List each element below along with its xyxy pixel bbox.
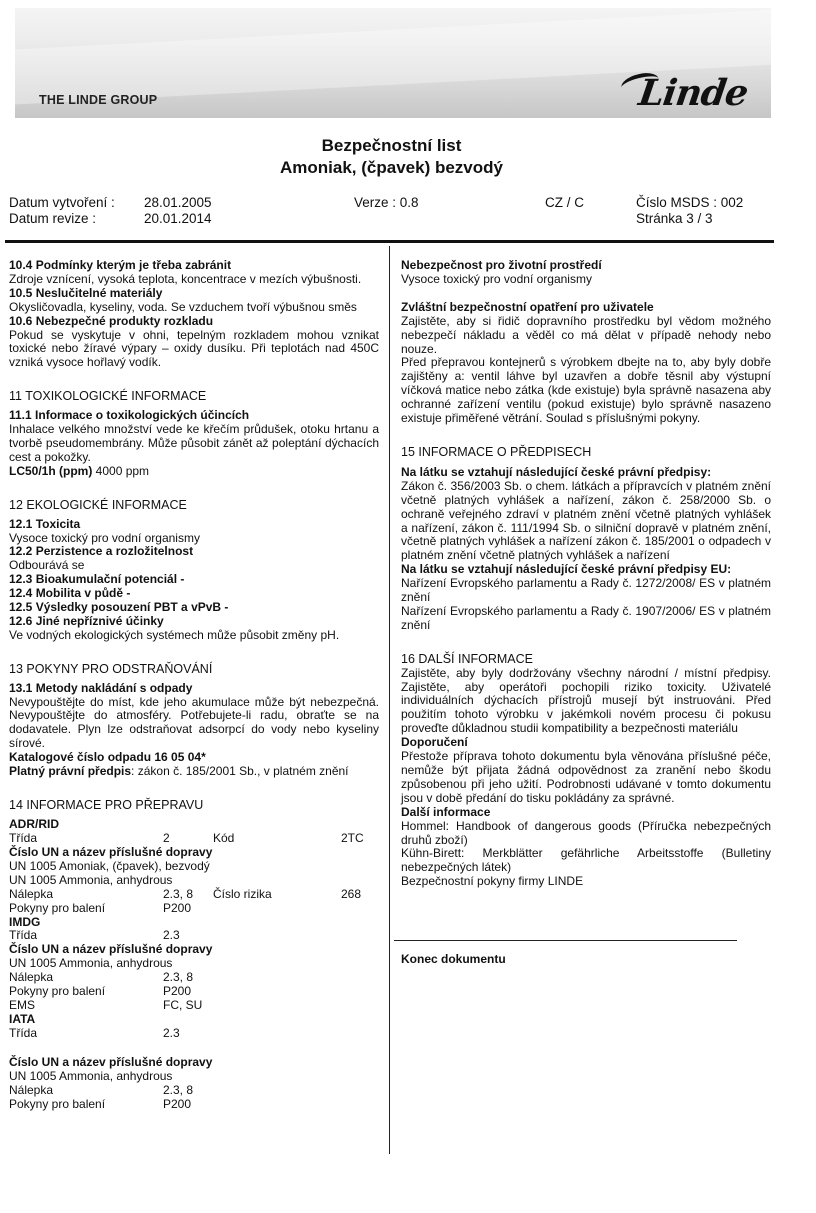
paragraph: Zdroje vznícení, vysoká teplota, koncentrace v mezích výbušnosti.: [9, 271, 362, 286]
country-code: CZ / C: [545, 195, 584, 210]
table-row: [9, 971, 379, 985]
paragraph: Nařízení Evropského parlamentu a Rady č. 1272/2008/ ES v platném znění: [401, 576, 771, 605]
section-heading: Doporučení: [401, 735, 468, 750]
table-row: [9, 1027, 379, 1041]
packing-value: P200: [163, 1096, 192, 1111]
table-row: [9, 999, 379, 1013]
code-label: Kód: [213, 830, 235, 845]
un-name: UN 1005 Ammonia, anhydrous: [9, 956, 173, 971]
paragraph: Zajistěte, aby byly dodržovány všechny národní / místní předpisy. Zajistěte, aby operátoři pochopili riziko toxicity. Uživatelé individuálních dýchacích přístrojů musejí být instruováni. Před použitím tohoto výrobku v jakémkoli novém procesu či pokusu proveďte důkladnou studii kompatibility a bezpečnosti materiálu: [401, 665, 771, 736]
paragraph: Zajistěte, aby si řidič dopravního prostředku byl vědom možného nebezpečí nákladu a věděl co má dělat v případě nehody nebo nouze.: [401, 313, 771, 356]
section-heading: 12.3 Bioakumulační potenciál -: [9, 572, 185, 587]
revised-value: 20.01.2014: [144, 211, 212, 226]
lc50-line: [9, 465, 379, 479]
paragraph: Vysoce toxický pro vodní organismy: [401, 271, 592, 286]
label-value: 2.3, 8: [163, 970, 194, 985]
section-heading: 12.4 Mobilita v půdě -: [9, 586, 131, 601]
ems-value: FC, SU: [163, 998, 203, 1013]
column-divider: [389, 246, 390, 1154]
packing-value: P200: [163, 984, 192, 999]
paragraph: Ve vodných ekologických systémech může působit změny pH.: [9, 627, 340, 642]
header-banner: [15, 8, 771, 118]
law-line: [9, 765, 379, 779]
class-label: Třída: [9, 1026, 38, 1041]
paragraph: Nevypouštějte do míst, kde jeho akumulace může být nebezpečná. Nevypouštějte do atmosféry. Potřebujete-li radu, obraťte se na dodavatele. Plyn lze odstraňovat adsorpcí do vody nebo kyseliny sírové.: [9, 694, 379, 751]
label-label: Nálepka: [9, 1082, 54, 1097]
revised-label: Datum revize :: [9, 211, 97, 226]
code-value: 2TC: [341, 830, 364, 845]
packing-label: Pokyny pro balení: [9, 1096, 106, 1111]
paragraph: Zákon č. 356/2003 Sb. o chem. látkách a přípravcích v platném znění včetně platných vyhlášek a nařízení, zákon č. 258/2000 Sb. o ochraně veřejného zdraví v platném znění včetně platných vyhlášek a nařízení, zákon č. 111/1994 Sb. o silniční dopravě v platném znění, včetně platných vyhlášek a nařízení zákon č. 185/2001 o odpadech v platném znění včetně platných vyhlášek a nařízení: [401, 478, 771, 563]
chapter-heading: 11 TOXIKOLOGICKÉ INFORMACE: [9, 389, 207, 404]
ems-label: EMS: [9, 998, 36, 1013]
label-label: Nálepka: [9, 886, 54, 901]
paragraph: Kühn-Birett: Merkblätter gefährliche Arbeitsstoffe (Bulletiny nebezpečných látek): [401, 846, 771, 875]
paragraph: Inhalace velkého množství vede ke křečím průdušek, otoku hrtanu a tvorbě pseudomembrány. Může působit zánět až poleptání dýchacích cest a pokožky.: [9, 422, 379, 464]
table-row: [9, 1084, 379, 1098]
created-label: Datum vytvoření :: [9, 195, 115, 210]
risk-value: 268: [341, 886, 362, 901]
label-label: Nálepka: [9, 970, 54, 985]
section-heading: 11.1 Informace o toxikologických účincích: [9, 408, 250, 423]
right-column: [401, 259, 771, 889]
section-heading: Zvláštní bezpečnostní opatření pro uživatele: [401, 299, 654, 314]
paragraph: Nařízení Evropského parlamentu a Rady č. 1907/2006/ ES v platném znění: [401, 603, 771, 632]
lc50-label: LC50/1h (ppm): [9, 463, 93, 478]
paragraph: Vysoce toxický pro vodní organismy: [9, 530, 200, 545]
paragraph: Hommel: Handbook of dangerous goods (Příručka nebezpečných druhů zboží): [401, 818, 771, 847]
product-name: Amoniak, (čpavek) bezvodý: [280, 158, 503, 177]
page-number: Stránka 3 / 3: [636, 211, 713, 226]
chapter-heading: 16 DALŠÍ INFORMACE: [401, 651, 533, 666]
section-heading: 12.2 Perzistence a rozložitelnost: [9, 544, 194, 559]
law-value: : zákon č. 185/2001 Sb., v platném znění: [131, 764, 349, 779]
company-name: THE LINDE GROUP: [39, 93, 158, 107]
transport-mode: IATA: [9, 1012, 36, 1027]
end-rule: [394, 940, 737, 941]
class-value: 2.3: [163, 1026, 180, 1041]
section-heading: Další informace: [401, 804, 491, 819]
table-row: [9, 1098, 379, 1112]
section-heading: 10.4 Podmínky kterým je třeba zabránit: [9, 258, 232, 272]
chapter-heading: 14 INFORMACE PRO PŘEPRAVU: [9, 798, 204, 812]
law-label: Platný právní předpis: [9, 764, 132, 779]
table-row: [9, 985, 379, 999]
paragraph: Okysličovadla, kyseliny, voda. Se vzduchem tvoří výbušnou směs: [9, 299, 357, 314]
un-heading: Číslo UN a název příslušné dopravy: [9, 1055, 213, 1070]
label-value: 2.3, 8: [163, 1082, 194, 1097]
chapter-heading: 15 INFORMACE O PŘEDPISECH: [401, 444, 592, 459]
section-heading: Na látku se vztahují následující české právní předpisy EU:: [401, 562, 732, 577]
document-title: Bezpečnostní list: [321, 136, 462, 155]
section-heading: 12.5 Výsledky posouzení PBT a vPvB -: [9, 600, 229, 615]
chapter-heading: 12 EKOLOGICKÉ INFORMACE: [9, 497, 187, 512]
paragraph: Pokud se vyskytuje v ohni, tepelným rozkladem mohou vznikat toxické nebo žíravé výpary – oxidy dusíku. Při teplotách nad 450C vzniká vysoce hořlavý vodík.: [9, 327, 379, 370]
section-heading: 10.6 Nebezpečné produkty rozkladu: [9, 313, 214, 328]
paragraph: Bezpečnostní pokyny firmy LINDE: [401, 874, 584, 889]
class-label: Třída: [9, 928, 38, 943]
paragraph: Před přepravou kontejnerů s výrobkem dbejte na to, aby byly dobře zajištěny a: ventil láhve byl uzavřen a dobře těsnil aby výstupní víčková matice nebo zátka (kde existuje) byla správně nasazena aby ochranné zařízení ventilu (pokud existuje) bylo správně nasazeno existuje přiměřené větrání. Soulad s příslušnými pokyny.: [401, 355, 771, 426]
version: Verze : 0.8: [354, 195, 419, 210]
section-heading: 10.5 Neslučitelné materiály: [9, 285, 163, 300]
paragraph: Přestože příprava tohoto dokumentu byla věnována příslušné péče, nemůže být přijata žádná odpovědnost za zranění nebo škodu způsobenou při jeho užití. Podrobnosti udávané v tomto dokumentu jsou v době předání do tisku pokládány za správné.: [401, 749, 771, 805]
left-column: [9, 259, 379, 1112]
un-name: UN 1005 Amoniak, (čpavek), bezvodý: [9, 858, 210, 873]
transport-mode: IMDG: [9, 914, 41, 929]
un-heading: Číslo UN a název příslušné dopravy: [9, 942, 213, 957]
section-heading: 13.1 Metody nakládání s odpady: [9, 680, 193, 695]
class-value: 2.3: [163, 928, 180, 943]
transport-mode: ADR/RID: [9, 816, 59, 831]
waste-code: Katalogové číslo odpadu 16 05 04*: [9, 750, 206, 765]
paragraph: Odbourává se: [9, 558, 85, 573]
section-heading: Nebezpečnost pro životní prostředí: [401, 258, 602, 272]
class-value: 2: [163, 830, 170, 845]
un-name: UN 1005 Ammonia, anhydrous: [9, 872, 173, 887]
section-heading: 12.1 Toxicita: [9, 516, 81, 531]
label-value: 2.3, 8: [163, 886, 194, 901]
packing-label: Pokyny pro balení: [9, 984, 106, 999]
packing-label: Pokyny pro balení: [9, 900, 106, 915]
created-value: 28.01.2005: [144, 195, 212, 210]
header-rule: [5, 240, 774, 243]
table-row: [9, 929, 379, 943]
table-row: [9, 888, 379, 902]
un-heading: Číslo UN a název příslušné dopravy: [9, 844, 213, 859]
chapter-heading: 13 POKYNY PRO ODSTRAŇOVÁNÍ: [9, 661, 213, 676]
table-row: [9, 902, 379, 916]
risk-label: Číslo rizika: [213, 886, 272, 901]
section-heading: 12.6 Jiné nepříznivé účinky: [9, 613, 164, 628]
packing-value: P200: [163, 900, 192, 915]
linde-logo: Linde: [635, 72, 750, 114]
un-name: UN 1005 Ammonia, anhydrous: [9, 1069, 173, 1084]
msds-number: Číslo MSDS : 002: [636, 195, 744, 210]
section-heading: Na látku se vztahují následující české právní předpisy:: [401, 464, 712, 479]
lc50-value: 4000 ppm: [92, 463, 150, 478]
end-of-document: Konec dokumentu: [401, 952, 506, 966]
table-row: [9, 832, 379, 846]
class-label: Třída: [9, 830, 38, 845]
